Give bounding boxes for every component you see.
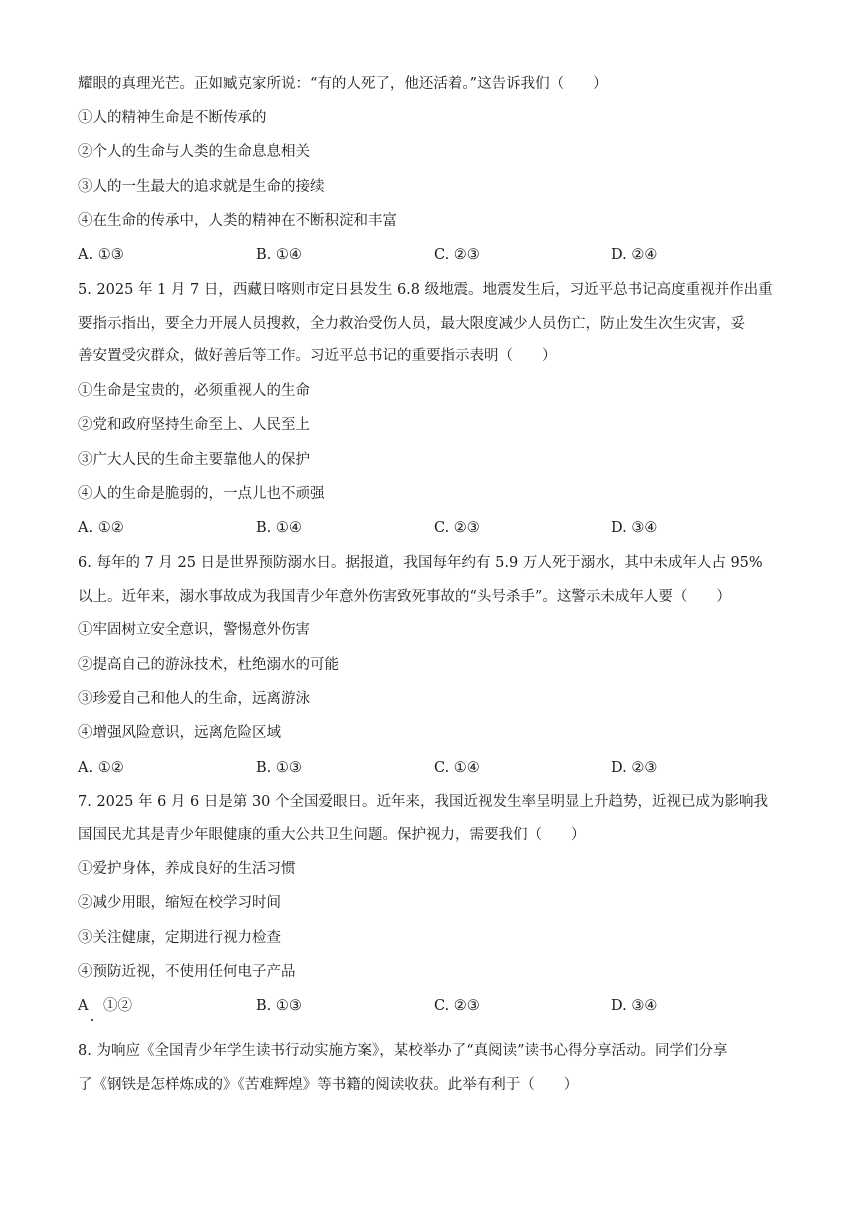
q4-option-c[interactable]: C. ②③: [434, 247, 480, 263]
q7-stem-line-1: 7. 2025 年 6 月 6 日是第 30 个全国爱眼日。近年来，我国近视发生率呈明显上升趋势，近视已成为影响我: [78, 794, 769, 810]
q8-stem-line-1: 8. 为响应《全国青少年学生读书行动实施方案》，某校举办了“真阅读”读书心得分享活动。同学们分享: [78, 1043, 728, 1059]
q5-statement-1: ①生命是宝贵的，必须重视人的生命: [78, 383, 310, 399]
q6-stem-line-2: 以上。近年来，溺水事故成为我国青少年意外伤害致死事故的“头号杀手”。这警示未成年人要（ ）: [78, 589, 731, 605]
q7-statement-2: ②减少用眼，缩短在校学习时间: [78, 895, 281, 911]
q5-stem-line-1: 5. 2025 年 1 月 7 日，西藏日喀则市定日县发生 6.8 级地震。地震发生后，习近平总书记高度重视并作出重: [78, 282, 773, 298]
q4-options: [78, 245, 790, 267]
q7-statement-1: ①爱护身体，养成良好的生活习惯: [78, 861, 296, 877]
q5-option-c[interactable]: C. ②③: [434, 520, 480, 536]
q6-option-d[interactable]: D. ②③: [611, 760, 658, 776]
q4-option-b[interactable]: B. ①④: [256, 247, 302, 263]
q6-statement-4: ④增强风险意识，远离危险区域: [78, 725, 281, 741]
q5-statement-2: ②党和政府坚持生命至上、人民至上: [78, 417, 310, 433]
q6-statement-3: ③珍爱自己和他人的生命，远离游泳: [78, 691, 310, 707]
scan-speck: [91, 1019, 93, 1021]
q7-option-d[interactable]: D. ③④: [611, 998, 658, 1014]
q4-statement-1: ①人的精神生命是不断传承的: [78, 110, 267, 126]
q5-option-d[interactable]: D. ③④: [611, 520, 658, 536]
q5-stem-line-3: 善安置受灾群众，做好善后等工作。习近平总书记的重要指示表明（ ）: [78, 348, 557, 364]
q7-option-a[interactable]: A ①②: [78, 998, 132, 1014]
q7-statement-3: ③关注健康，定期进行视力检查: [78, 930, 281, 946]
q5-option-b[interactable]: B. ①④: [256, 520, 302, 536]
q4-option-d[interactable]: D. ②④: [611, 247, 658, 263]
q5-stem-line-2: 要指示指出，要全力开展人员搜救，全力救治受伤人员，最大限度减少人员伤亡，防止发生次生灾害，妥: [78, 316, 745, 332]
q7-options: [78, 996, 790, 1018]
q5-statement-4: ④人的生命是脆弱的，一点儿也不顽强: [78, 486, 325, 502]
q7-stem-line-2: 国国民尤其是青少年眼健康的重大公共卫生问题。保护视力，需要我们（ ）: [78, 827, 586, 843]
q7-option-b[interactable]: B. ①③: [256, 998, 302, 1014]
q6-statement-1: ①牢固树立安全意识，警惕意外伤害: [78, 622, 310, 638]
q4-statement-4: ④在生命的传承中，人类的精神在不断积淀和丰富: [78, 213, 397, 229]
q4-stem-line: 耀眼的真理光芒。正如臧克家所说：“有的人死了，他还活着。”这告诉我们（ ）: [78, 76, 608, 92]
q5-statement-3: ③广大人民的生命主要靠他人的保护: [78, 452, 310, 468]
q6-option-b[interactable]: B. ①③: [256, 760, 302, 776]
q5-options: [78, 518, 790, 540]
q4-statement-2: ②个人的生命与人类的生命息息相关: [78, 144, 310, 160]
q5-option-a[interactable]: A. ①②: [78, 520, 124, 536]
q7-option-c[interactable]: C. ②③: [434, 998, 480, 1014]
q6-options: [78, 758, 790, 780]
q8-stem-line-2: 了《钢铁是怎样炼成的》《苦难辉煌》等书籍的阅读收获。此举有利于（ ）: [78, 1077, 579, 1093]
q6-option-c[interactable]: C. ①④: [434, 760, 480, 776]
q4-statement-3: ③人的一生最大的追求就是生命的接续: [78, 179, 325, 195]
q7-statement-4: ④预防近视，不使用任何电子产品: [78, 964, 296, 980]
q6-option-a[interactable]: A. ①②: [78, 760, 124, 776]
q6-stem-line-1: 6. 每年的 7 月 25 日是世界预防溺水日。据报道，我国每年约有 5.9 万人死于溺水，其中未成年人占 95%: [78, 555, 763, 571]
q4-option-a[interactable]: A. ①③: [78, 247, 124, 263]
q6-statement-2: ②提高自己的游泳技术，杜绝溺水的可能: [78, 657, 339, 673]
